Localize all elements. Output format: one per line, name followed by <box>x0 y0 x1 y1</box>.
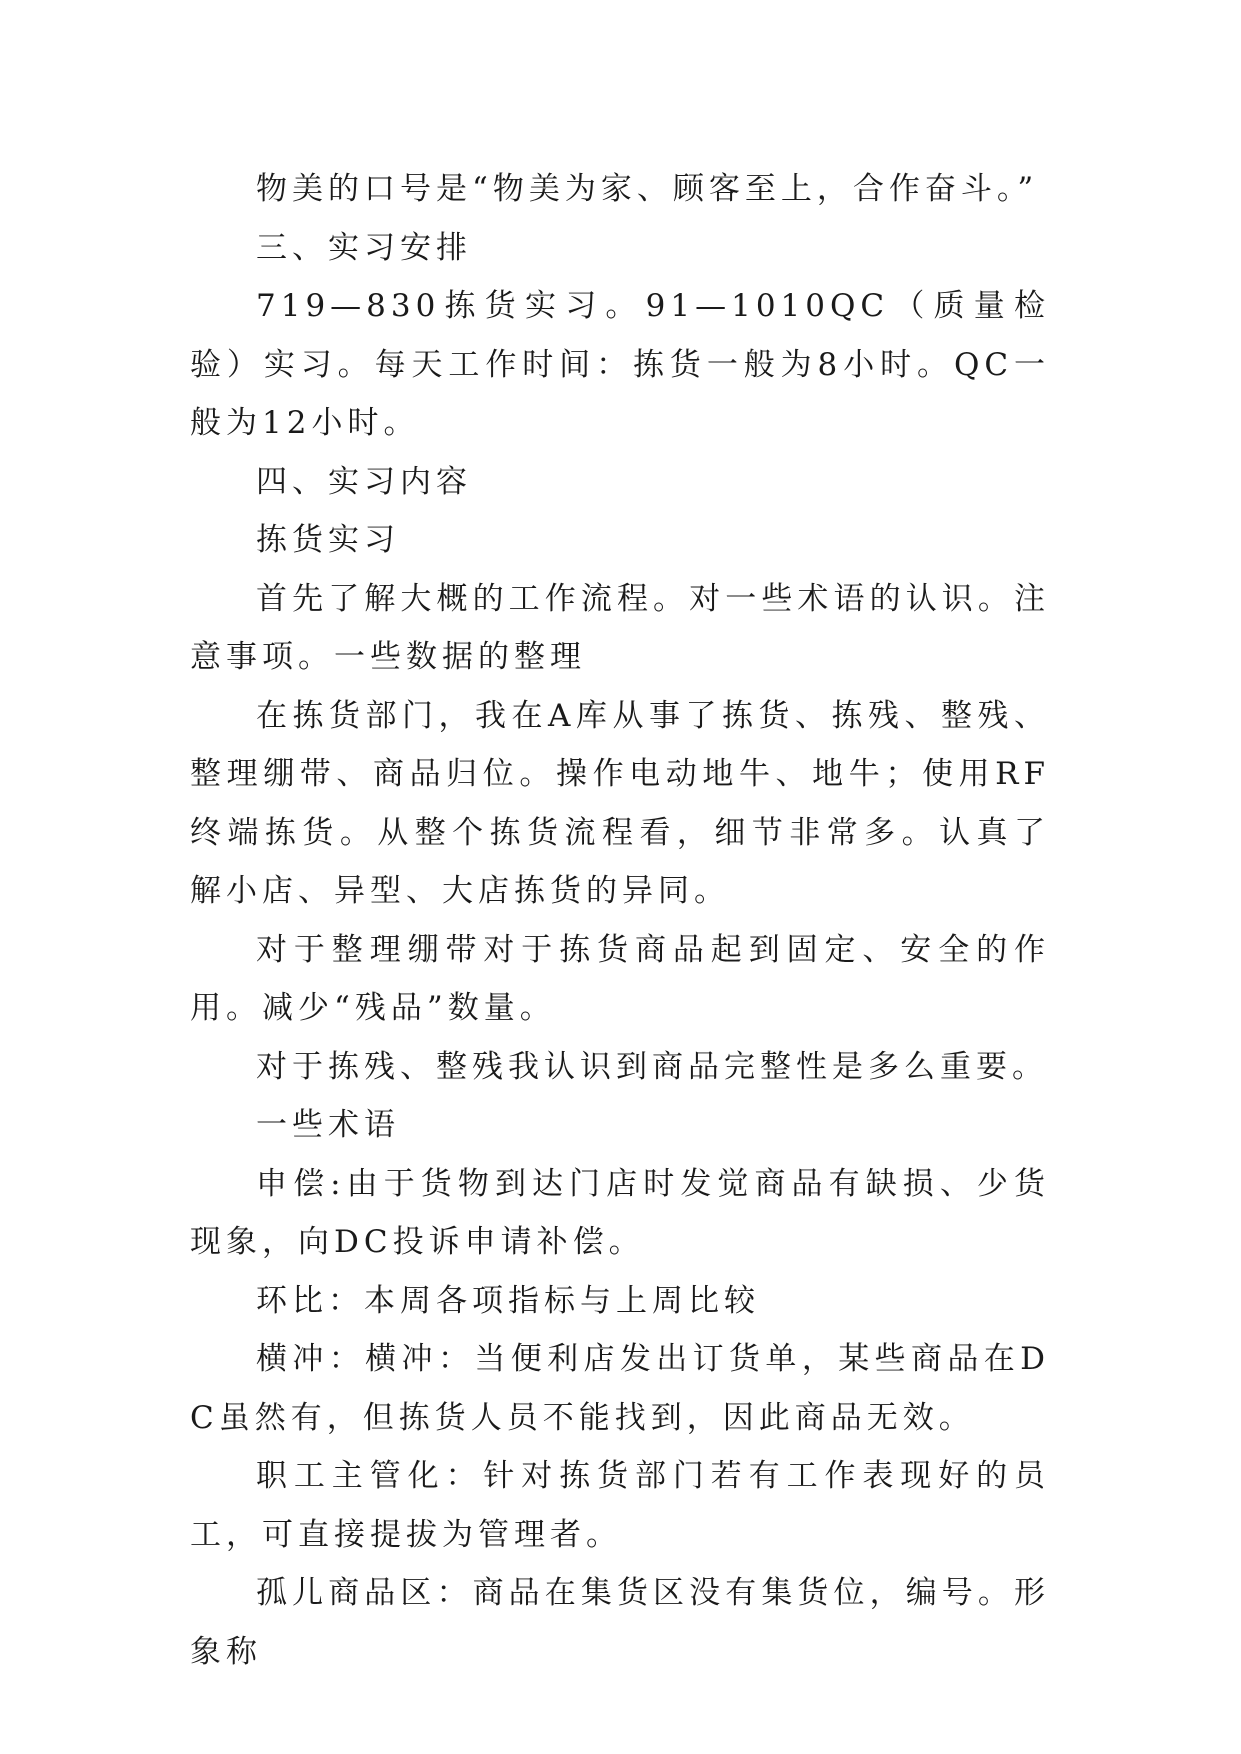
subheading-picking-internship: 拣货实习 <box>256 522 400 558</box>
term-orphan-goods-area: 孤儿商品区：商品在集货区没有集货位，编号。形象称 <box>190 1575 1050 1670</box>
heading-internship-content: 四、实习内容 <box>256 463 472 500</box>
paragraph-workflow: 首先了解大概的工作流程。对一些术语的认识。注意事项。一些数据的整理 <box>190 580 1050 675</box>
paragraph-bandage: 对于整理绷带对于拣货商品起到固定、安全的作用。减少“残品”数量。 <box>190 931 1050 1026</box>
term-week-over-week: 环比：本周各项指标与上周比较 <box>256 1282 760 1319</box>
paragraph-picking-department: 在拣货部门，我在A库从事了拣货、拣残、整残、整理绷带、商品归位。操作电动地牛、地牛；使用RF终端拣货。从整个拣货流程看，细节非常多。认真了解小店、异型、大店拣货的异同。 <box>190 697 1050 909</box>
paragraph-slogan: 物美的口号是“物美为家、顾客至上，合作奋斗。” <box>256 171 1039 207</box>
term-hengchong: 横冲：横冲：当便利店发出订货单，某些商品在DC虽然有，但拣货人员不能找到，因此商品无效。 <box>190 1341 1050 1436</box>
paragraph-integrity: 对于拣残、整残我认识到商品完整性是多么重要。 <box>256 1048 1048 1085</box>
heading-internship-schedule: 三、实习安排 <box>256 229 472 266</box>
term-staff-promotion: 职工主管化：针对拣货部门若有工作表现好的员工，可直接提拔为管理者。 <box>190 1458 1050 1553</box>
term-compensation: 申偿:由于货物到达门店时发觉商品有缺损、少货现象，向DC投诉申请补偿。 <box>190 1165 1050 1260</box>
document-body <box>190 160 1050 1681</box>
subheading-terms: 一些术语 <box>256 1107 400 1143</box>
paragraph-schedule: 719—830拣货实习。91—1010QC（质量检验）实习。每天工作时间：拣货一般为8小时。QC一般为12小时。 <box>190 288 1050 441</box>
